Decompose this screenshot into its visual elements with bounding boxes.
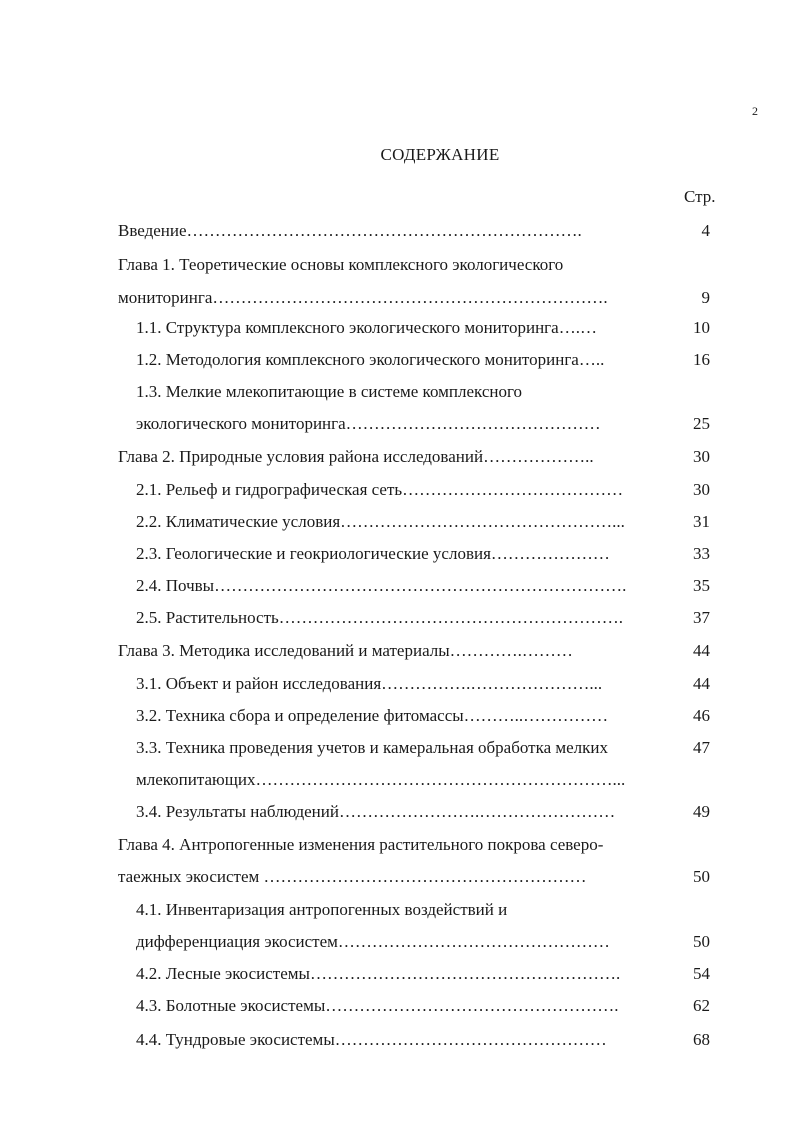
toc-entry-text: 3.1. Объект и район исследования…………….…………………...: [136, 674, 603, 693]
toc-entry-text: Глава 1. Теоретические основы комплексного экологического: [118, 255, 564, 274]
toc-entry-page: 35: [693, 576, 710, 595]
toc-entry-page: 16: [693, 350, 710, 369]
toc-entry-text: 1.1. Структура комплексного экологического мониторинга….…: [136, 318, 597, 337]
page-number: 2: [752, 104, 758, 118]
toc-entry-text: дифференциация экосистем…………………………………………: [136, 932, 610, 951]
toc-entry-text: 4.4. Тундровые экосистемы…………………………………………: [136, 1030, 607, 1049]
toc-entry-page: 54: [693, 964, 710, 983]
toc-entry-page: 30: [693, 447, 710, 466]
toc-entry-page: 31: [693, 512, 710, 531]
toc-entry-page: 9: [701, 288, 710, 307]
toc-entry-text: 4.1. Инвентаризация антропогенных воздействий и: [136, 900, 508, 919]
toc-entry-text: 3.4. Результаты наблюдений…………………….……………………: [136, 802, 616, 821]
toc-entry-page: 44: [693, 674, 710, 693]
toc-entry-text: экологического мониторинга………………………………………: [136, 414, 601, 433]
toc-entry-page: 37: [693, 608, 710, 627]
toc-entry-text: 3.3. Техника проведения учетов и камеральная обработка мелких: [136, 738, 609, 757]
toc-entry-page: 4: [701, 221, 710, 240]
toc-entry-page: 68: [693, 1030, 710, 1049]
toc-entry-text: 1.2. Методология комплексного экологического мониторинга…..: [136, 350, 605, 369]
toc-entry-page: 10: [693, 318, 710, 337]
toc-entry-text: 3.2. Техника сбора и определение фитомассы………..……………: [136, 706, 609, 725]
toc-entry-text: млекопитающих………………………………………………………...: [136, 770, 626, 789]
toc-entry-page: 50: [693, 867, 710, 886]
toc-entry-page: 25: [693, 414, 710, 433]
toc-entry-page: 30: [693, 480, 710, 499]
toc-entry-text: 2.2. Климатические условия…………………………………………...: [136, 512, 625, 531]
toc-entry-text: 1.3. Мелкие млекопитающие в системе комплексного: [136, 382, 523, 401]
toc-entry-text: 2.5. Растительность…………………………………………………….: [136, 608, 624, 627]
toc-entry-text: Введение…………………………………………………………….: [118, 221, 582, 240]
toc-entry-page: 33: [693, 544, 710, 563]
toc-entry-text: 2.4. Почвы……………………………………………………………….: [136, 576, 627, 595]
toc-entry-text: 4.3. Болотные экосистемы…………………………………………….: [136, 996, 619, 1015]
toc-entry-text: таежных экосистем …………………………………………………: [118, 867, 587, 886]
toc-entry-text: Глава 3. Методика исследований и материалы………….………: [118, 641, 573, 660]
page-title: СОДЕРЖАНИЕ: [380, 145, 500, 164]
toc-entry-text: 2.1. Рельеф и гидрографическая сеть…………………………………: [136, 480, 624, 499]
toc-entry-text: мониторинга…………………………………………………………….: [118, 288, 608, 307]
toc-entry-page: 46: [693, 706, 710, 725]
toc-entry-page: 47: [693, 738, 710, 757]
toc-entry-text: 2.3. Геологические и геокриологические условия…………………: [136, 544, 610, 563]
page-column-label: Стр.: [684, 187, 716, 206]
toc-entry-page: 44: [693, 641, 710, 660]
toc-entry-text: Глава 2. Природные условия района исследований………………..: [118, 447, 594, 466]
toc-entry-page: 50: [693, 932, 710, 951]
toc-entry-text: Глава 4. Антропогенные изменения растительного покрова северо-: [118, 835, 604, 854]
toc-entry-page: 62: [693, 996, 710, 1015]
toc-entry-page: 49: [693, 802, 710, 821]
toc-entry-text: 4.2. Лесные экосистемы……………………………………………….: [136, 964, 621, 983]
